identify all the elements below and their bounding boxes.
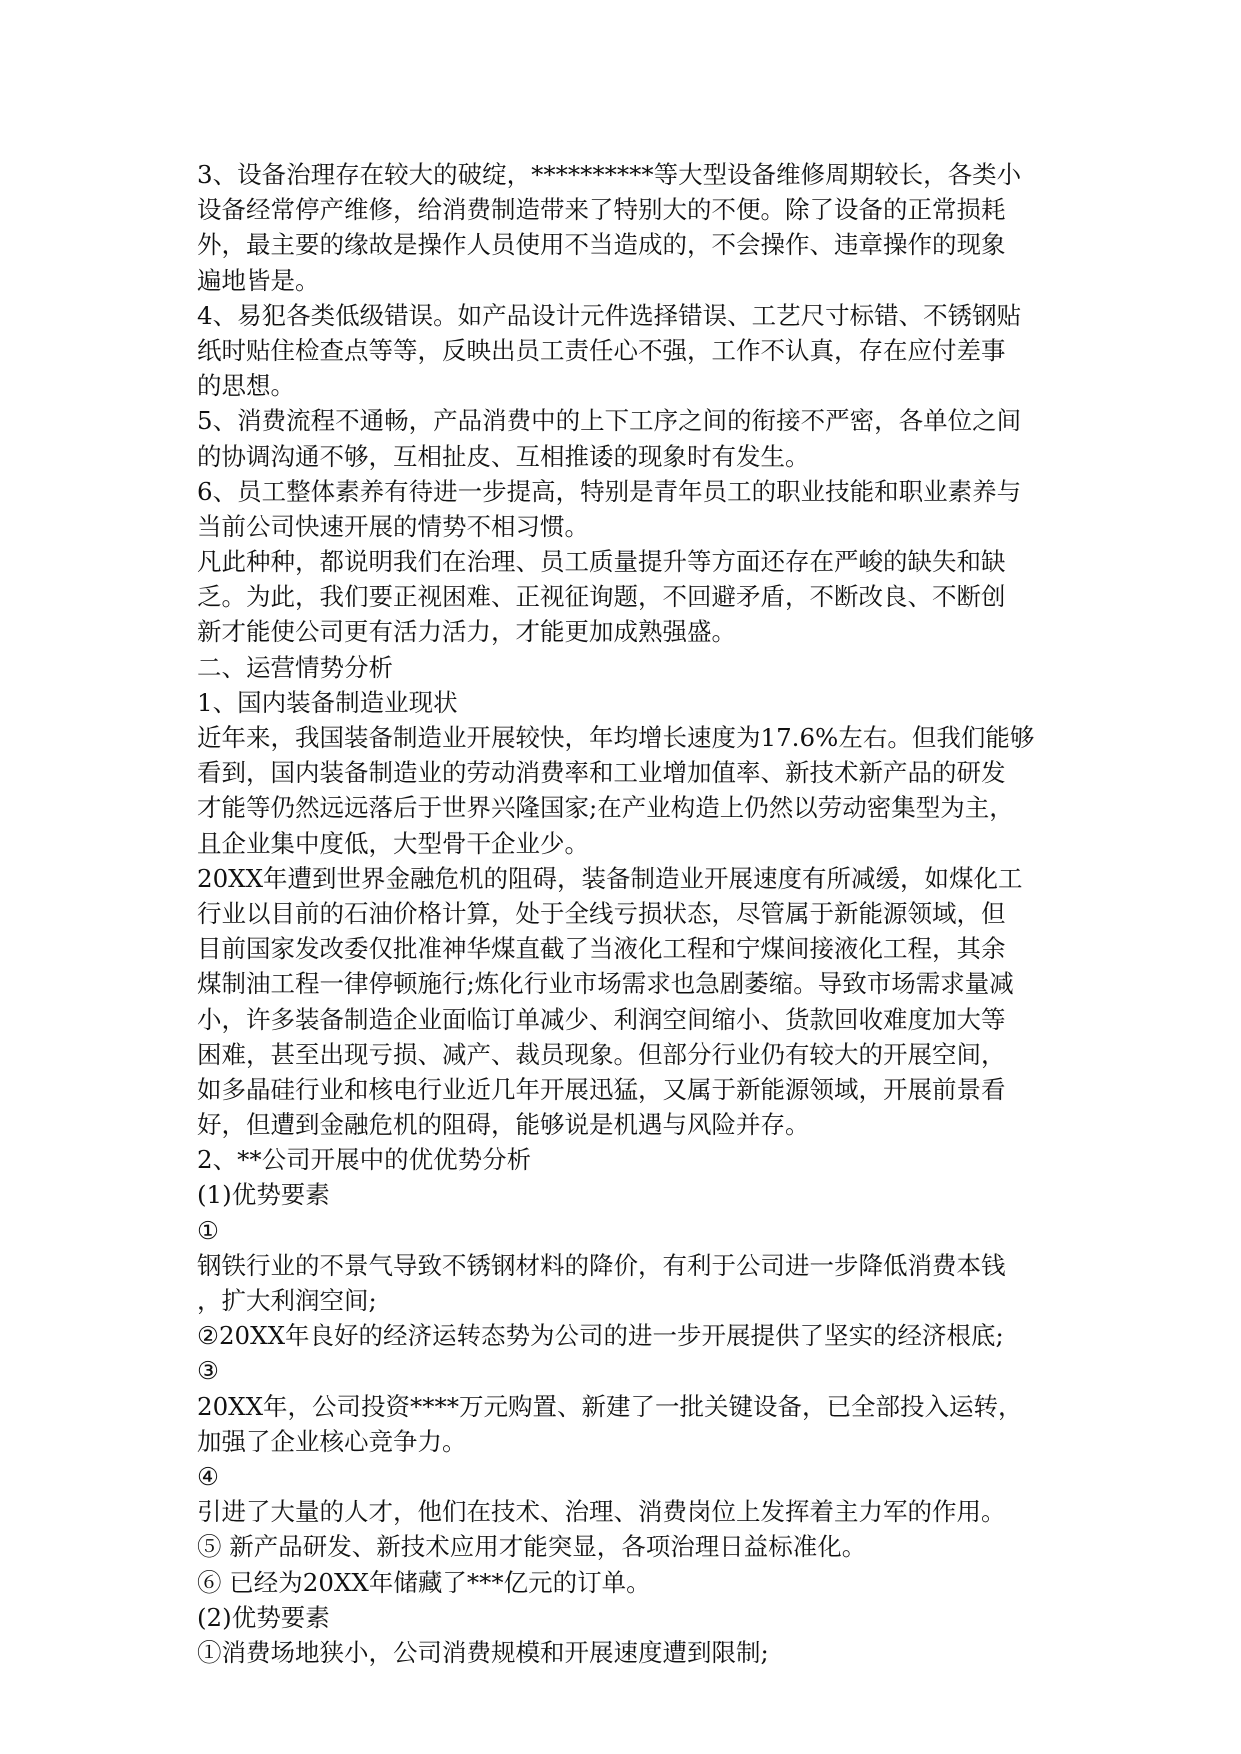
text-line: ②20XX年良好的经济运转态势为公司的进一步开展提供了坚实的经济根底;: [197, 1321, 1004, 1351]
text-line: ③: [197, 1356, 219, 1386]
text-line: 1、国内装备制造业现状: [197, 687, 458, 717]
text-line: 设备经常停产维修，给消费制造带来了特别大的不便。除了设备的正常损耗: [197, 195, 1006, 225]
text-line: ①: [197, 1215, 219, 1245]
text-line: ①消费场地狭小，公司消费规模和开展速度遭到限制;: [197, 1637, 769, 1667]
text-line: 近年来，我国装备制造业开展较快，年均增长速度为17.6%左右。但我们能够: [197, 723, 1035, 752]
text-line: 的协调沟通不够，互相扯皮、互相推诿的现象时有发生。: [197, 441, 810, 471]
text-line: 凡此种种，都说明我们在治理、员工质量提升等方面还存在严峻的缺失和缺: [197, 547, 1006, 577]
text-line: ⑤ 新产品研发、新技术应用才能突显，各项治理日益标准化。: [197, 1532, 867, 1562]
text-line: 好，但遭到金融危机的阻碍，能够说是机遇与风险并存。: [197, 1110, 810, 1140]
text-line: 当前公司快速开展的情势不相习惯。: [197, 511, 589, 541]
text-line: ，扩大利润空间;: [197, 1286, 377, 1315]
document-body: [197, 157, 1037, 1670]
text-line: 乏。为此，我们要正视困难、正视征询题，不回避矛盾，不断改良、不断创: [197, 582, 1006, 612]
text-line: 新才能使公司更有活力活力，才能更加成熟强盛。: [197, 617, 736, 647]
text-line: ④: [197, 1461, 219, 1491]
text-line: 小，许多装备制造企业面临订单减少、利润空间缩小、货款回收难度加大等: [197, 1004, 1006, 1034]
text-line: 行业以目前的石油价格计算，处于全线亏损状态，尽管属于新能源领域，但: [197, 898, 1006, 928]
text-line: 遍地皆是。: [197, 265, 320, 295]
text-line: 困难，甚至出现亏损、减产、裁员现象。但部分行业仍有较大的开展空间，: [197, 1039, 1006, 1069]
text-line: 二、运营情势分析: [197, 652, 393, 682]
text-line: 才能等仍然远远落后于世界兴隆国家;在产业构造上仍然以劳动密集型为主，: [197, 793, 1014, 823]
text-line: 加强了企业核心竞争力。: [197, 1426, 467, 1456]
text-line: 目前国家发改委仅批准神华煤直截了当液化工程和宁煤间接液化工程，其余: [197, 934, 1006, 964]
text-line: 钢铁行业的不景气导致不锈钢材料的降价，有利于公司进一步降低消费本钱: [197, 1250, 1006, 1280]
text-line: 的思想。: [197, 371, 295, 401]
text-line: 煤制油工程一律停顿施行;炼化行业市场需求也急剧萎缩。导致市场需求量减: [197, 969, 1014, 999]
text-line: 外，最主要的缘故是操作人员使用不当造成的，不会操作、违章操作的现象: [197, 230, 1006, 260]
text-line: 看到，国内装备制造业的劳动消费率和工业增加值率、新技术新产品的研发: [197, 758, 1006, 788]
text-line: 3、设备治理存在较大的破绽，**********等大型设备维修周期较长，各类小: [197, 160, 1022, 189]
text-line: 2、**公司开展中的优优势分析: [197, 1145, 532, 1175]
text-line: 4、易犯各类低级错误。如产品设计元件选择错误、工艺尺寸标错、不锈钢贴: [197, 300, 1022, 330]
text-line: 纸时贴住检查点等等，反映出员工责任心不强，工作不认真，存在应付差事: [197, 335, 1006, 365]
text-line: 引进了大量的人才，他们在技术、治理、消费岗位上发挥着主力军的作用。: [197, 1497, 1006, 1527]
text-line: 6、员工整体素养有待进一步提高，特别是青年员工的职业技能和职业素养与: [197, 476, 1022, 506]
text-line: ⑥ 已经为20XX年储藏了***亿元的订单。: [197, 1567, 651, 1597]
text-line: (1)优势要素: [197, 1180, 330, 1210]
text-line: 20XX年遭到世界金融危机的阻碍，装备制造业开展速度有所减缓，如煤化工: [197, 863, 1023, 893]
text-line: 20XX年，公司投资****万元购置、新建了一批关键设备，已全部投入运转，: [197, 1391, 1023, 1421]
text-line: 5、消费流程不通畅，产品消费中的上下工序之间的衔接不严密，各单位之间: [197, 406, 1022, 436]
text-line: 如多晶硅行业和核电行业近几年开展迅猛，又属于新能源领域，开展前景看: [197, 1074, 1006, 1104]
text-line: (2)优势要素: [197, 1602, 330, 1632]
text-line: 且企业集中度低，大型骨干企业少。: [197, 828, 589, 858]
